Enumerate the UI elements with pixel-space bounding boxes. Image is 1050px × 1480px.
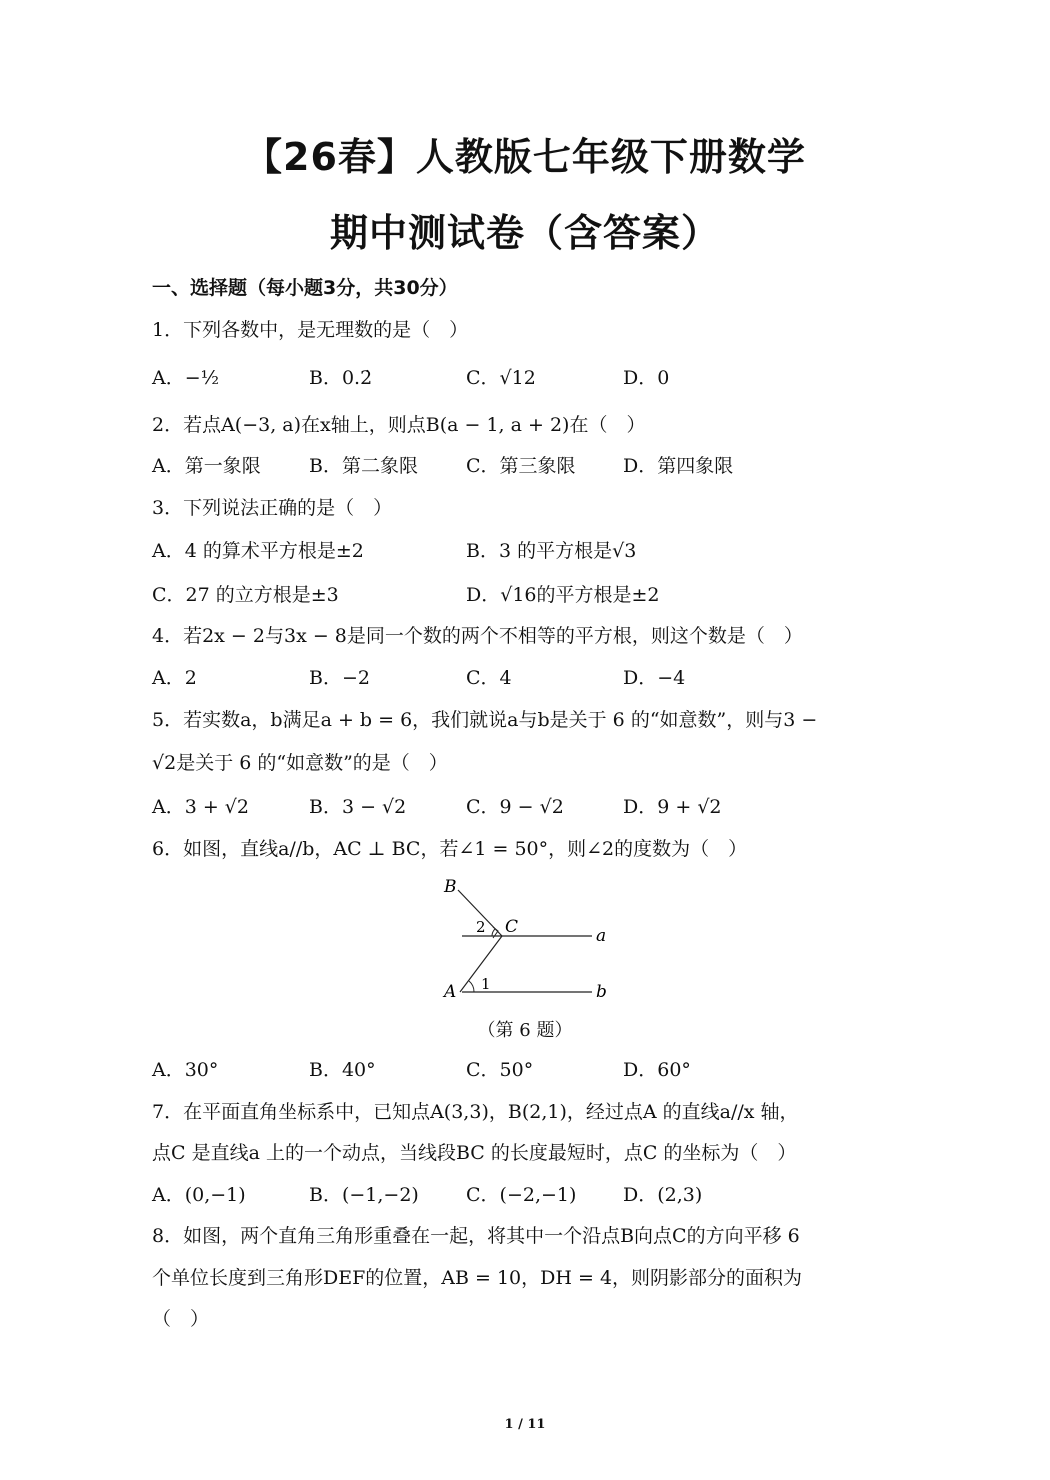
q6-option-a: A．30° — [152, 1059, 219, 1081]
q8-stem-line-1: 8．如图，两个直角三角形重叠在一起，将其中一个沿点B向点C的方向平移 6 — [152, 1225, 800, 1247]
q3-option-c: C．27 的立方根是±3 — [152, 584, 339, 606]
q3-option-a: A．4 的算术平方根是±2 — [152, 540, 364, 562]
q5-stem-line-1: 5．若实数a，b满足a + b = 6，我们就说a与b是关于 6 的“如意数”，则与3 − — [152, 709, 818, 731]
q4-stem: 4．若2x − 2与3x − 8是同一个数的两个不相等的平方根，则这个数是（ ） — [152, 625, 803, 647]
angle-1-arc — [469, 981, 474, 992]
q7-option-d: D．(2,3) — [623, 1184, 703, 1206]
q5-stem-line-2: √2是关于 6 的“如意数”的是（ ） — [152, 752, 448, 774]
section-heading: 一、选择题（每小题3分，共30分） — [152, 277, 458, 299]
q4-option-b: B．−2 — [309, 667, 370, 689]
title-line-1: 【26春】人教版七年级下册数学 — [244, 135, 806, 179]
label-angle-1: 1 — [481, 975, 491, 993]
q4-option-d: D．−4 — [623, 667, 686, 689]
q2-option-d: D．第四象限 — [623, 455, 734, 477]
label-b-point: B — [444, 877, 457, 897]
q8-stem-line-2: 个单位长度到三角形DEF的位置，AB = 10，DH = 4，则阴影部分的面积为 — [152, 1267, 803, 1289]
label-angle-2: 2 — [476, 918, 486, 936]
q4-option-c: C．4 — [466, 667, 512, 689]
q3-stem: 3．下列说法正确的是（ ） — [152, 497, 393, 519]
q1-stem: 1．下列各数中，是无理数的是（ ） — [152, 319, 469, 341]
q6-option-b: B．40° — [309, 1059, 376, 1081]
page-number: 1 / 11 — [504, 1417, 546, 1432]
q1-option-d: D．0 — [623, 367, 670, 389]
title-line-2: 期中测试卷（含答案） — [329, 211, 720, 255]
q7-stem-line-2: 点C 是直线a 上的一个动点，当线段BC 的长度最短时，点C 的坐标为（ ） — [152, 1142, 797, 1164]
q4-option-a: A．2 — [152, 667, 197, 689]
q2-option-c: C．第三象限 — [466, 455, 576, 477]
q6-stem: 6．如图，直线a//b，AC ⊥ BC，若∠1 = 50°，则∠2的度数为（ ） — [152, 838, 748, 860]
q1-option-a: A．−½ — [152, 367, 220, 389]
q8-stem-line-3: （ ） — [152, 1308, 210, 1330]
label-c-point: C — [505, 917, 519, 937]
q3-option-b: B．3 的平方根是√3 — [466, 540, 637, 562]
q5-option-a: A．3 + √2 — [152, 796, 250, 818]
q6-figure-caption: （第 6 题） — [477, 1020, 573, 1041]
q6-option-c: C．50° — [466, 1059, 534, 1081]
q5-option-d: D．9 + √2 — [623, 796, 722, 818]
q6-figure — [430, 870, 620, 1010]
q5-option-b: B．3 − √2 — [309, 796, 407, 818]
q2-stem: 2．若点A(−3, a)在x轴上，则点B(a − 1, a + 2)在（ ） — [152, 414, 646, 436]
q7-stem-line-1: 7．在平面直角坐标系中，已知点A(3,3)，B(2,1)，经过点A 的直线a//x 轴， — [152, 1101, 799, 1123]
q7-option-b: B．(−1,−2) — [309, 1184, 419, 1206]
label-a-point: A — [444, 982, 457, 1002]
q1-option-c: C．√12 — [466, 367, 536, 389]
q3-option-d: D．√16的平方根是±2 — [466, 584, 660, 606]
q7-option-c: C．(−2,−1) — [466, 1184, 577, 1206]
q6-option-d: D．60° — [623, 1059, 691, 1081]
label-line-a: a — [596, 926, 607, 946]
label-line-b: b — [596, 982, 607, 1002]
q2-option-b: B．第二象限 — [309, 455, 418, 477]
q5-option-c: C．9 − √2 — [466, 796, 564, 818]
q1-option-b: B．0.2̇ — [309, 367, 373, 389]
q7-option-a: A．(0,−1) — [152, 1184, 246, 1206]
q2-option-a: A．第一象限 — [152, 455, 261, 477]
angle-2-arc — [492, 929, 495, 936]
